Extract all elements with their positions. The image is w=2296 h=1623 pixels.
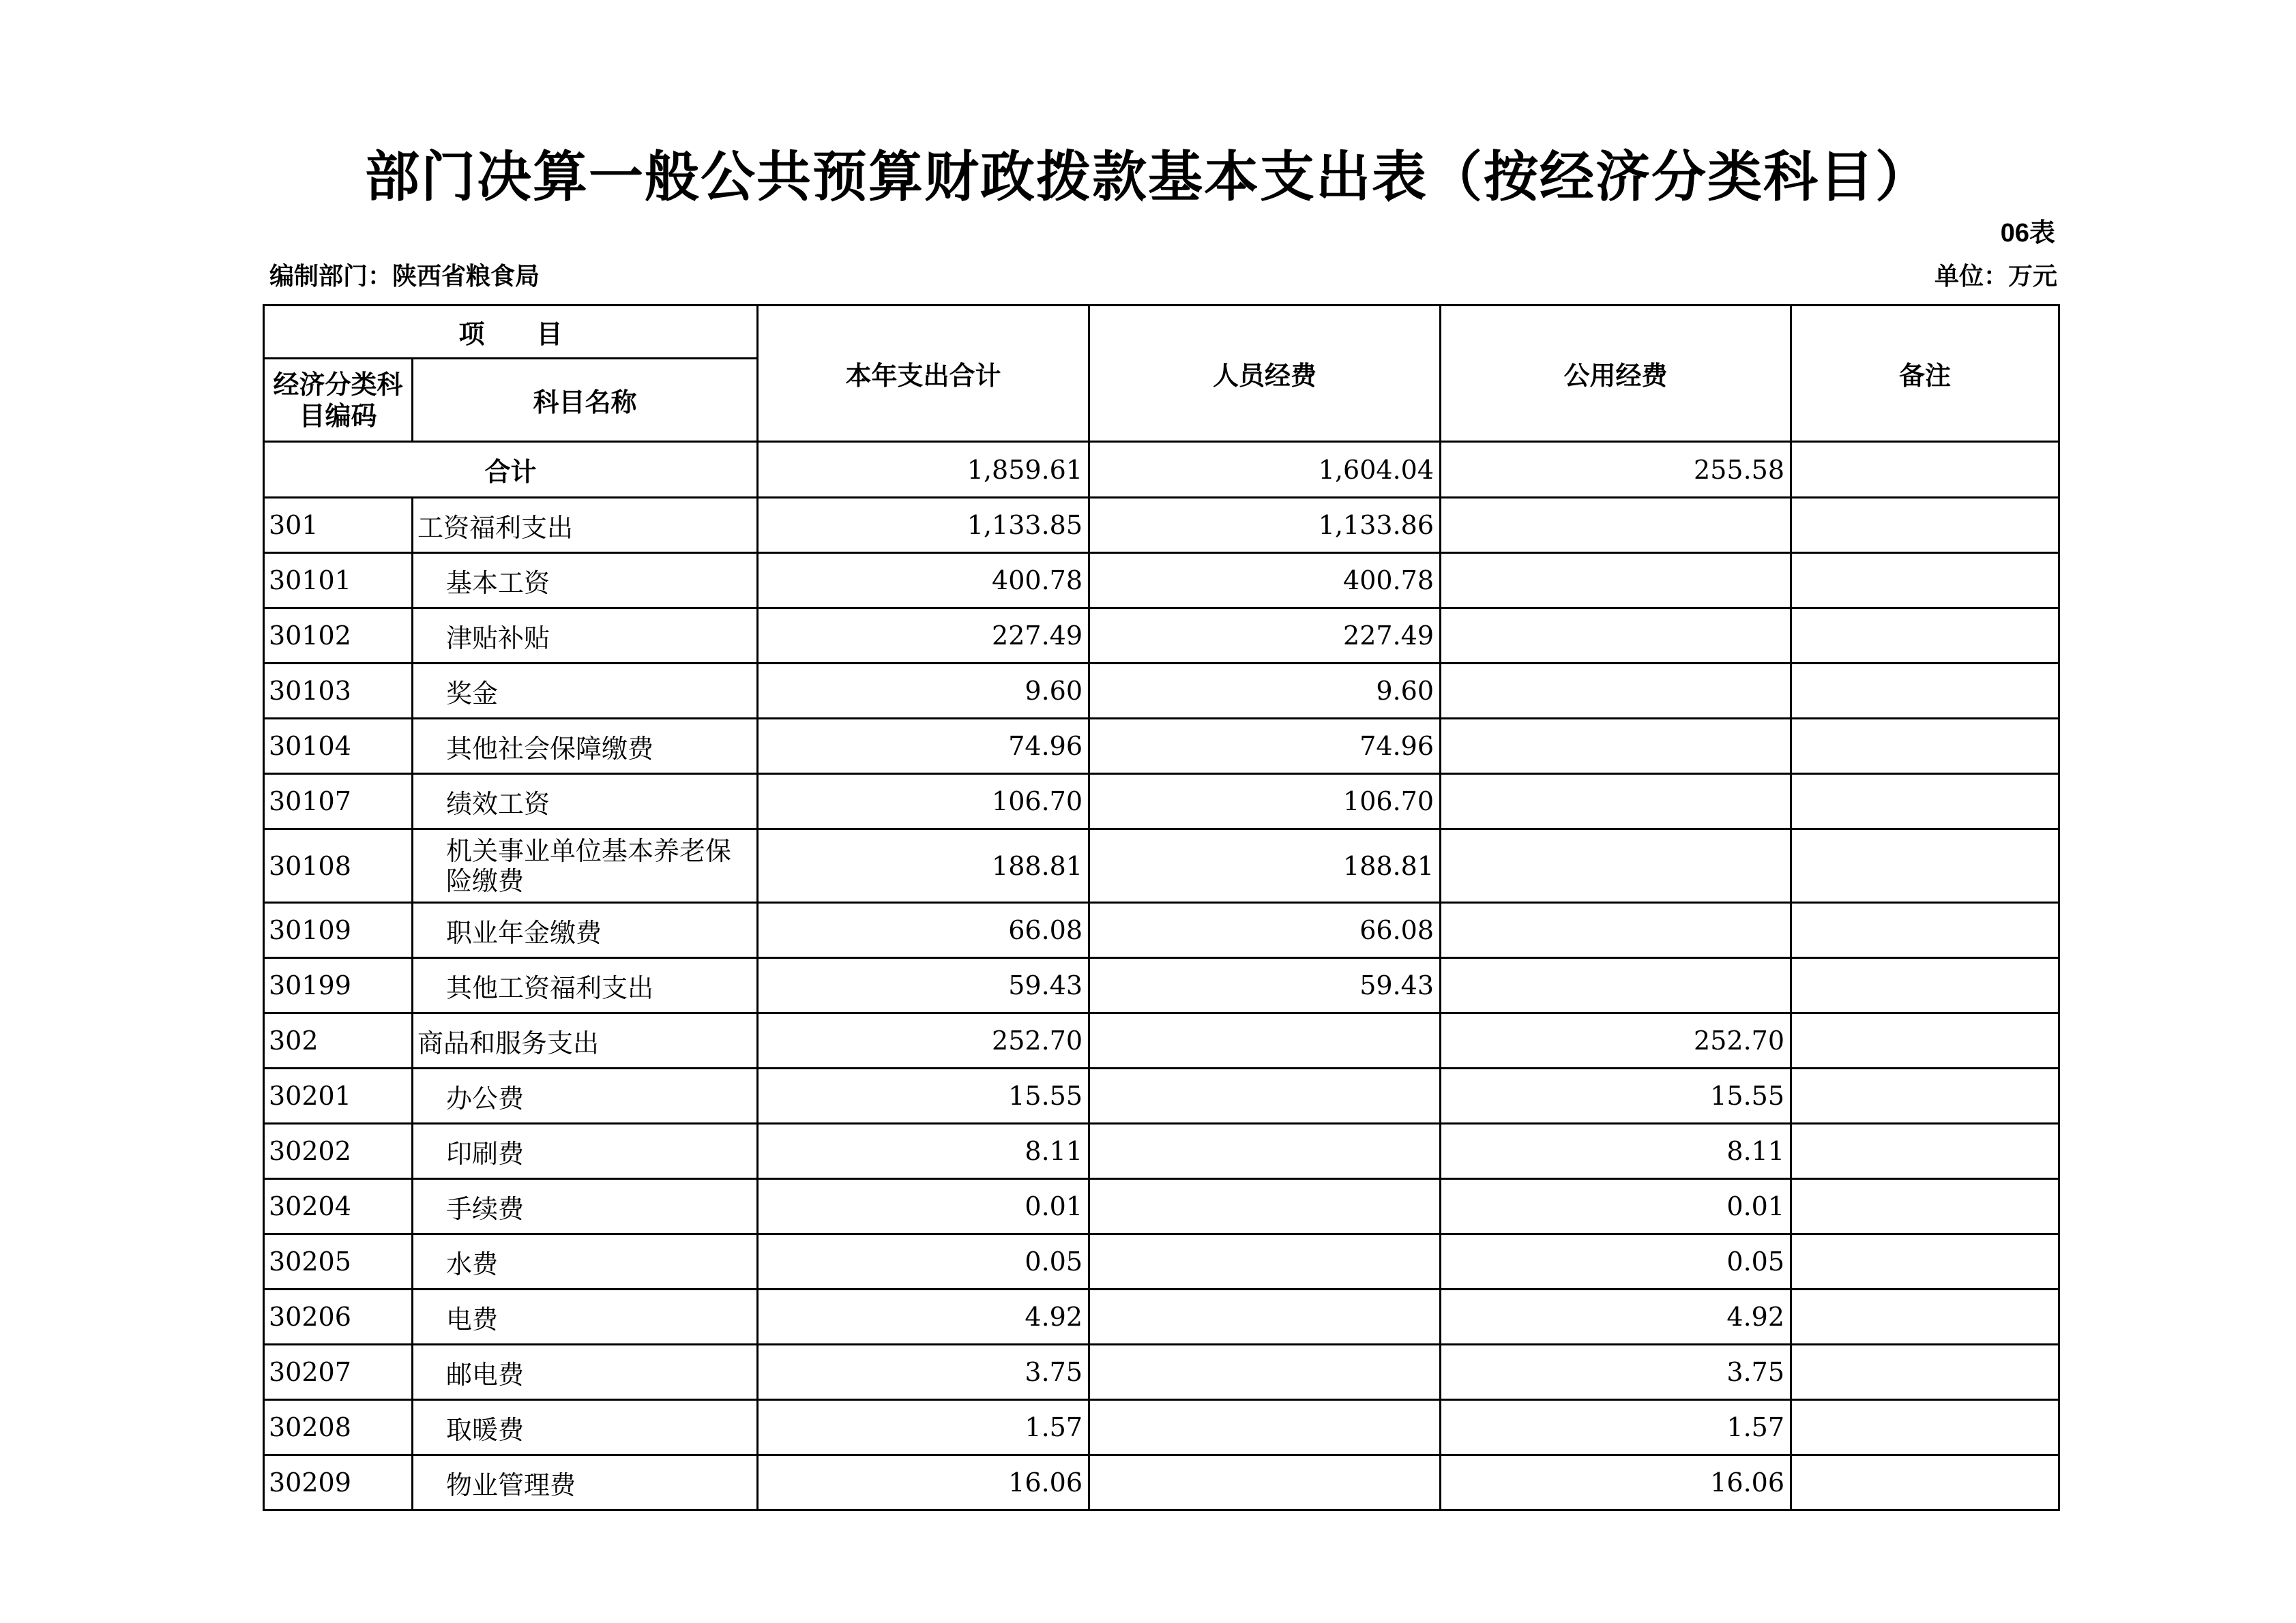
row-personnel: 400.78 (1089, 553, 1441, 608)
row-remark (1791, 829, 2059, 903)
row-code: 30102 (264, 608, 413, 664)
expenditure-table (263, 304, 2060, 1511)
row-remark (1791, 664, 2059, 719)
row-name: 其他社会保障缴费 (413, 719, 758, 774)
table-row (264, 1400, 2059, 1455)
row-public: 3.75 (1441, 1345, 1791, 1400)
total-row (264, 442, 2059, 498)
row-remark (1791, 1124, 2059, 1179)
row-name: 商品和服务支出 (413, 1013, 758, 1069)
table-row (264, 664, 2059, 719)
row-name: 其他工资福利支出 (413, 958, 758, 1013)
row-total: 3.75 (758, 1345, 1089, 1400)
row-personnel (1089, 1290, 1441, 1345)
header-remark: 备注 (1791, 306, 2059, 442)
row-public: 16.06 (1441, 1455, 1791, 1510)
table-row (264, 498, 2059, 553)
table-number: 06表 (2000, 219, 2055, 248)
row-code: 30107 (264, 774, 413, 829)
header-public: 公用经费 (1441, 306, 1791, 442)
row-public (1441, 774, 1791, 829)
row-name: 水费 (413, 1234, 758, 1290)
row-total: 4.92 (758, 1290, 1089, 1345)
row-code: 30208 (264, 1400, 413, 1455)
row-code: 30209 (264, 1455, 413, 1510)
row-public: 0.01 (1441, 1179, 1791, 1234)
table-row (264, 1455, 2059, 1510)
row-name: 基本工资 (413, 553, 758, 608)
row-personnel (1089, 1124, 1441, 1179)
row-personnel: 188.81 (1089, 829, 1441, 903)
row-remark (1791, 608, 2059, 664)
row-total: 15.55 (758, 1069, 1089, 1124)
row-total: 1,133.85 (758, 498, 1089, 553)
row-public: 1.57 (1441, 1400, 1791, 1455)
header-name: 科目名称 (413, 359, 758, 442)
row-personnel (1089, 1179, 1441, 1234)
row-code: 30202 (264, 1124, 413, 1179)
row-total: 0.01 (758, 1179, 1089, 1234)
total-label: 合计 (264, 442, 758, 498)
row-public: 15.55 (1441, 1069, 1791, 1124)
total-public: 255.58 (1441, 442, 1791, 498)
table-row (264, 1290, 2059, 1345)
row-name: 津贴补贴 (413, 608, 758, 664)
row-remark (1791, 1234, 2059, 1290)
row-code: 30104 (264, 719, 413, 774)
row-code: 30103 (264, 664, 413, 719)
row-personnel (1089, 1013, 1441, 1069)
row-total: 8.11 (758, 1124, 1089, 1179)
row-name: 印刷费 (413, 1124, 758, 1179)
row-name: 手续费 (413, 1179, 758, 1234)
row-personnel: 1,133.86 (1089, 498, 1441, 553)
row-personnel: 227.49 (1089, 608, 1441, 664)
row-remark (1791, 958, 2059, 1013)
row-total: 400.78 (758, 553, 1089, 608)
row-public (1441, 664, 1791, 719)
header-personnel: 人员经费 (1089, 306, 1441, 442)
row-public (1441, 903, 1791, 958)
row-total: 252.70 (758, 1013, 1089, 1069)
row-personnel: 66.08 (1089, 903, 1441, 958)
row-name: 邮电费 (413, 1345, 758, 1400)
row-public: 252.70 (1441, 1013, 1791, 1069)
row-code: 30205 (264, 1234, 413, 1290)
row-code: 30109 (264, 903, 413, 958)
row-public (1441, 553, 1791, 608)
header-code: 经济分类科目编码 (264, 359, 413, 442)
row-remark (1791, 553, 2059, 608)
row-code: 30101 (264, 553, 413, 608)
table-row (264, 1124, 2059, 1179)
row-personnel (1089, 1400, 1441, 1455)
unit-label: 单位：万元 (1934, 263, 2057, 291)
row-public (1441, 498, 1791, 553)
row-public: 8.11 (1441, 1124, 1791, 1179)
page-title: 部门决算一般公共预算财政拨款基本支出表（按经济分类科目） (365, 145, 1931, 209)
row-name: 办公费 (413, 1069, 758, 1124)
row-remark (1791, 1013, 2059, 1069)
row-public (1441, 829, 1791, 903)
row-code: 301 (264, 498, 413, 553)
row-personnel (1089, 1455, 1441, 1510)
compiling-department: 编制部门：陕西省粮食局 (269, 263, 540, 291)
row-public (1441, 608, 1791, 664)
row-remark (1791, 903, 2059, 958)
row-code: 302 (264, 1013, 413, 1069)
row-remark (1791, 1179, 2059, 1234)
table-row (264, 553, 2059, 608)
row-remark (1791, 1455, 2059, 1510)
row-total: 188.81 (758, 829, 1089, 903)
row-public (1441, 719, 1791, 774)
row-total: 59.43 (758, 958, 1089, 1013)
table-row (264, 1234, 2059, 1290)
row-total: 227.49 (758, 608, 1089, 664)
row-code: 30207 (264, 1345, 413, 1400)
row-remark (1791, 719, 2059, 774)
row-public (1441, 958, 1791, 1013)
row-remark (1791, 1345, 2059, 1400)
row-name: 工资福利支出 (413, 498, 758, 553)
row-remark (1791, 1400, 2059, 1455)
row-total: 74.96 (758, 719, 1089, 774)
row-personnel (1089, 1069, 1441, 1124)
row-name: 取暖费 (413, 1400, 758, 1455)
header-item: 项 目 (264, 306, 758, 359)
row-remark (1791, 1069, 2059, 1124)
row-code: 30199 (264, 958, 413, 1013)
row-name: 绩效工资 (413, 774, 758, 829)
row-total: 9.60 (758, 664, 1089, 719)
row-name: 奖金 (413, 664, 758, 719)
row-total: 1.57 (758, 1400, 1089, 1455)
row-remark (1791, 774, 2059, 829)
total-remark (1791, 442, 2059, 498)
row-personnel: 59.43 (1089, 958, 1441, 1013)
row-remark (1791, 1290, 2059, 1345)
row-personnel (1089, 1234, 1441, 1290)
table-row (264, 719, 2059, 774)
row-remark (1791, 498, 2059, 553)
table-row (264, 958, 2059, 1013)
table-row (264, 829, 2059, 903)
row-personnel: 74.96 (1089, 719, 1441, 774)
row-total: 0.05 (758, 1234, 1089, 1290)
row-total: 16.06 (758, 1455, 1089, 1510)
table-row (264, 903, 2059, 958)
row-total: 106.70 (758, 774, 1089, 829)
row-personnel (1089, 1345, 1441, 1400)
row-total: 66.08 (758, 903, 1089, 958)
row-code: 30204 (264, 1179, 413, 1234)
row-name: 物业管理费 (413, 1455, 758, 1510)
row-name: 职业年金缴费 (413, 903, 758, 958)
table-row (264, 1013, 2059, 1069)
total-amount: 1,859.61 (758, 442, 1089, 498)
total-personnel: 1,604.04 (1089, 442, 1441, 498)
table-row (264, 1345, 2059, 1400)
row-personnel: 106.70 (1089, 774, 1441, 829)
row-name: 机关事业单位基本养老保险缴费 (413, 829, 758, 903)
row-code: 30201 (264, 1069, 413, 1124)
table-row (264, 1179, 2059, 1234)
row-personnel: 9.60 (1089, 664, 1441, 719)
row-code: 30206 (264, 1290, 413, 1345)
table-row (264, 774, 2059, 829)
row-name: 电费 (413, 1290, 758, 1345)
row-code: 30108 (264, 829, 413, 903)
table-row (264, 608, 2059, 664)
header-total: 本年支出合计 (758, 306, 1089, 442)
table-row (264, 1069, 2059, 1124)
row-public: 4.92 (1441, 1290, 1791, 1345)
row-public: 0.05 (1441, 1234, 1791, 1290)
